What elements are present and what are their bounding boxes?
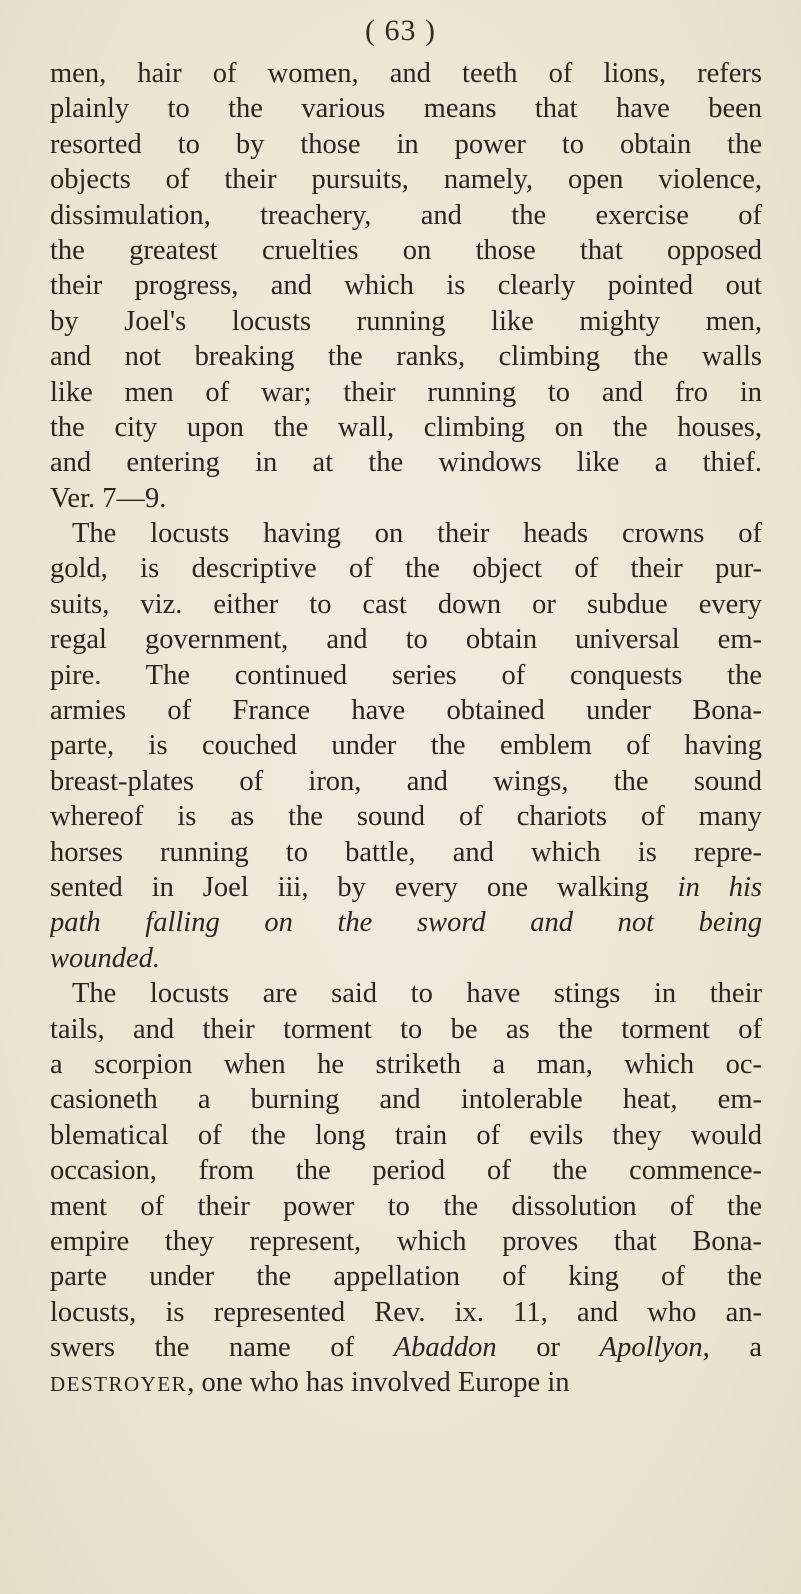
text-line [50,941,762,976]
italic-text: Apollyon [599,1332,703,1364]
text-line: by Joel's locusts running like mighty men, [50,305,762,337]
text-run: , one who has involved Europe in [187,1367,570,1399]
text-line: the city upon the wall, climbing on the houses, [50,411,762,443]
text-line: occasion, from the period of the commence- [50,1155,762,1187]
italic-text: in his [677,871,762,903]
text-line: the greatest cruelties on those that opposed [50,234,762,266]
text-line: empire they represent, which proves that Bona- [50,1225,762,1257]
text-line: parte, is couched under the emblem of having [50,730,762,762]
body-text [50,56,762,1401]
paragraph-2 [50,516,762,976]
text-line: and entering in at the windows like a thief. [50,447,762,479]
text-line: regal government, and to obtain universal em- [50,624,762,656]
italic-text: path falling on the sword and not being [50,907,762,939]
text-line: parte under the appellation of king of the [50,1261,762,1293]
text-line: gold, is descriptive of the object of their pur- [50,553,762,585]
text-line: plainly to the various means that have been [50,93,762,125]
text-line: The locusts having on their heads crowns of [72,518,762,550]
text-line: pire. The continued series of conquests the [50,659,762,691]
text-line: objects of their pursuits, namely, open violence, [50,164,762,196]
text-run: swers the name of [50,1332,394,1364]
small-caps-text: DESTROYER [50,1372,188,1397]
text-line: locusts, is represented Rev. ix. 11, and who an- [50,1296,762,1328]
page-number: ( 63 ) [365,14,436,47]
paragraph-3 [50,976,762,1401]
text-run: or [496,1332,600,1364]
italic-text: wounded. [50,942,161,974]
italic-text: Abaddon [393,1332,497,1364]
text-line: a scorpion when he striketh a man, which oc- [50,1048,762,1080]
text-line: ment of their power to the dissolution of the [50,1190,762,1222]
paragraph-1 [50,56,762,516]
text-line: suits, viz. either to cast down or subdue every [50,588,762,620]
text-line: tails, and their torment to be as the torment of [50,1013,762,1045]
text-line: resorted to by those in power to obtain the [50,128,762,160]
text-line [50,1365,762,1400]
text-line: breast-plates of iron, and wings, the sound [50,765,762,797]
text-line [50,1330,762,1365]
text-line: The locusts are said to have stings in their [72,978,762,1010]
text-line [50,870,762,905]
text-line: dissimulation, treachery, and the exercise of [50,199,762,231]
text-line: men, hair of women, and teeth of lions, refers [50,58,762,89]
text-line: blematical of the long train of evils they would [50,1119,762,1151]
text-line: their progress, and which is clearly pointed out [50,270,762,302]
text-run: , a [702,1332,762,1364]
text-line: casioneth a burning and intolerable heat, em- [50,1084,762,1116]
text-line: like men of war; their running to and fro in [50,376,762,408]
text-line [50,905,762,940]
text-line: and not breaking the ranks, climbing the walls [50,341,762,373]
text-line: Ver. 7—9. [50,482,167,514]
text-line: whereof is as the sound of chariots of many [50,801,762,833]
text-line: horses running to battle, and which is repre- [50,836,762,868]
text-run: sented in Joel iii, by every one walking [50,871,678,903]
text-line: armies of France have obtained under Bona- [50,695,762,727]
